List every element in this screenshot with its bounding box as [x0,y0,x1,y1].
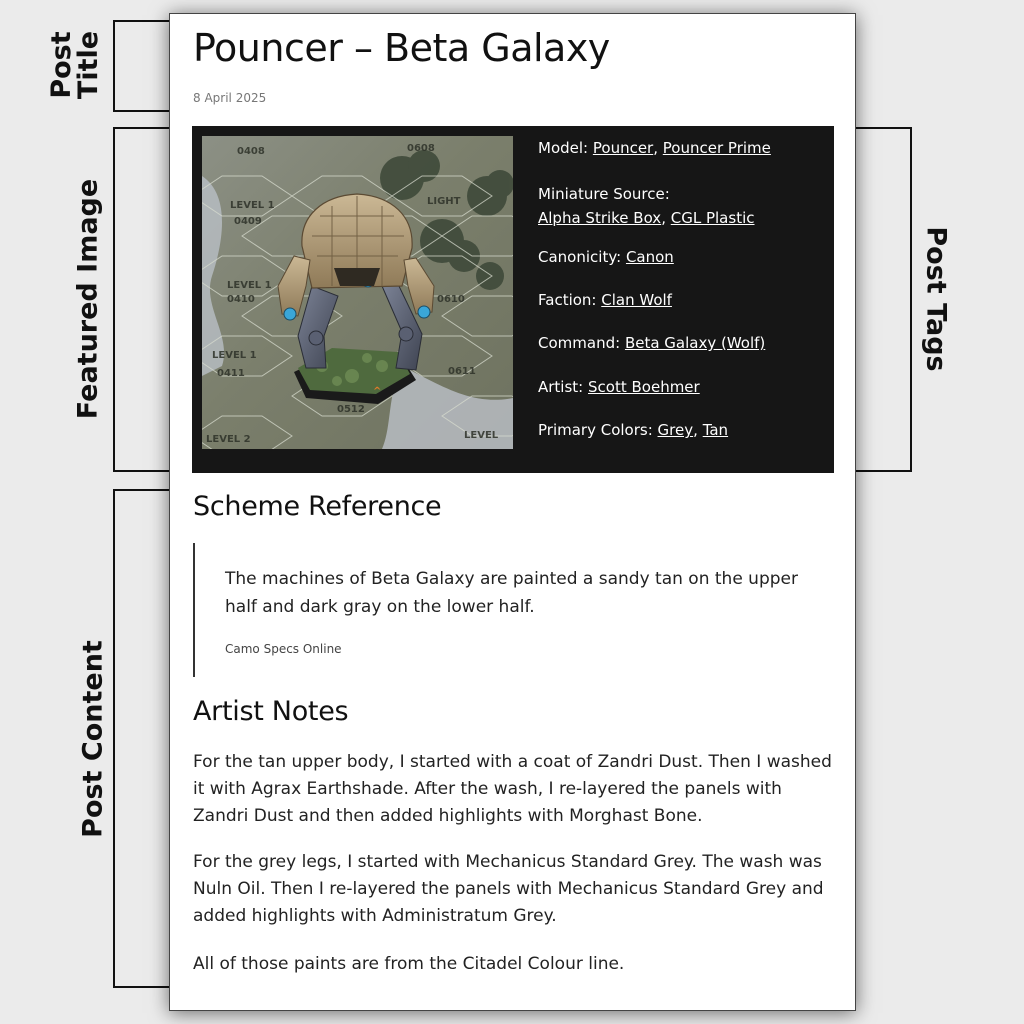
featured-image[interactable] [202,136,513,449]
hex-label: 0512 [337,404,365,415]
hex-label: 0411 [217,368,245,379]
tag-link-tan[interactable]: Tan [702,421,729,439]
tag-link-clan-wolf[interactable]: Clan Wolf [601,291,672,309]
svg-text:^: ^ [373,386,382,397]
post-tags-annotation: Post Tags [920,226,952,372]
hex-label: 0610 [437,294,465,305]
paragraph-grey-legs: For the grey legs, I started with Mechanicus Standard Grey. The wash was Nuln Oil. Then I re-layered the panels with Mechanicus Standard Grey and added highlights with Administratum Grey. [193,852,824,926]
hex-label: LEVEL 1 [230,200,275,211]
post-page [169,13,856,1011]
quote-text: The machines of Beta Galaxy are painted a sandy tan on the upper half and dark gray on the lower half. [225,569,798,617]
post-title: Pouncer – Beta Galaxy [193,26,610,70]
post-content-annotation: Post Content [77,640,109,838]
hex-label: 0410 [227,294,255,305]
tag-primary-colors: Primary Colors: Grey, Tan [538,421,729,439]
hex-label: LEVEL 2 [206,434,251,445]
tag-link-grey[interactable]: Grey [657,421,694,439]
featured-block [192,126,834,473]
tag-link-pouncer-prime[interactable]: Pouncer Prime [662,139,771,157]
post-content-bracket [113,489,169,988]
featured-image-bracket [113,127,169,472]
tag-link-cgl-plastic[interactable]: CGL Plastic [670,209,755,227]
post-title-bracket [113,20,169,112]
tag-command: Command: Beta Galaxy (Wolf) [538,334,766,352]
post-tags-bracket [856,127,912,472]
hex-label: LIGHT [427,196,461,207]
hex-label: 0611 [448,366,476,377]
tag-link-alpha-strike-box[interactable]: Alpha Strike Box [538,209,662,227]
hex-label: 0409 [234,216,262,227]
hex-label: 0608 [407,143,435,154]
scheme-reference-heading: Scheme Reference [193,491,442,522]
scheme-quote [193,543,813,677]
tag-link-pouncer[interactable]: Pouncer [592,139,654,157]
tag-link-scott-boehmer[interactable]: Scott Boehmer [588,378,700,396]
tag-model: Model: Pouncer, Pouncer Prime [538,139,771,157]
tag-faction: Faction: Clan Wolf [538,291,672,309]
tag-miniature-source: Miniature Source: Alpha Strike Box, CGL Plastic [538,185,755,227]
hex-label: LEVEL 1 [212,350,257,361]
artist-notes-heading: Artist Notes [193,696,349,727]
hex-label: LEVEL [464,430,499,441]
tag-canonicity: Canonicity: Canon [538,248,674,266]
tag-link-canon[interactable]: Canon [625,248,674,266]
paragraph-tan-body: For the tan upper body, I started with a coat of Zandri Dust. Then I washed it with Agrax Earthshade. After the wash, I re-layered the panels with Zandri Dust and then added highlights with Morghast Bone. [193,752,832,826]
post-date: 8 April 2025 [193,91,267,105]
tag-link-beta-galaxy[interactable]: Beta Galaxy (Wolf) [624,334,766,352]
hex-label: LEVEL 1 [227,280,272,291]
hex-label: 0408 [237,146,265,157]
featured-image-annotation: Featured Image [72,178,104,420]
tag-artist: Artist: Scott Boehmer [538,378,700,396]
post-title-annotation: Post Title [46,30,104,100]
quote-source: Camo Specs Online [225,642,342,656]
paragraph-paint-line: All of those paints are from the Citadel Colour line. [193,954,625,974]
